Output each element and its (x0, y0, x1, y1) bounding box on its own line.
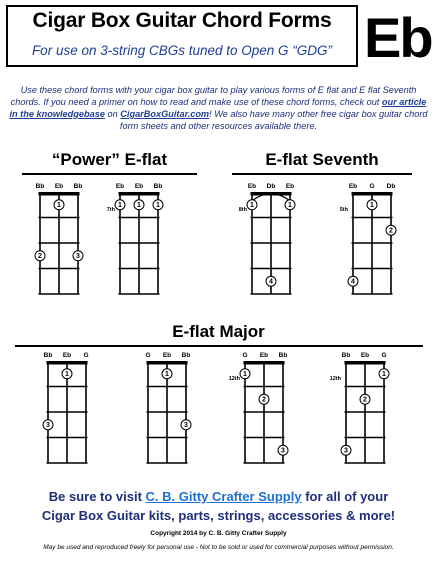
finger-number-label: 4 (269, 278, 273, 286)
section-major-title: E-flat Major (172, 322, 265, 341)
string-name-label: Bb (278, 352, 288, 359)
finger-number-label: 2 (363, 396, 367, 404)
string-name-label: Eb (54, 183, 64, 190)
chord-diagram-power-eflat-2 (100, 180, 180, 300)
finger-number-label: 3 (184, 422, 188, 430)
knowledgebase-link[interactable]: our article in the knowledgebase (9, 97, 427, 119)
section-major-rule (15, 345, 423, 347)
finger-number-label: 1 (243, 371, 247, 379)
cigarboxguitar-link[interactable]: CigarBoxGuitar.com (120, 109, 210, 119)
string-name-label: Db (266, 183, 276, 190)
footer-text-pre: Be sure to visit (48, 489, 146, 504)
string-name-label: G (381, 352, 387, 359)
chord-diagram-eflat-major-2 (128, 349, 208, 477)
fret-number-label: 8th (238, 206, 247, 213)
finger-number-label: 2 (38, 253, 42, 261)
footer-text-post: for all of your (301, 489, 389, 504)
chord-diagram-power-eflat-1 (20, 180, 100, 300)
finger-number-label: 1 (57, 202, 61, 210)
copyright-text: Copyright 2014 by C. B. Gitty Crafter Supply (150, 530, 287, 537)
chord-diagram-eflat-major-4 (326, 349, 406, 477)
finger-number-label: 1 (137, 202, 141, 210)
fret-number-label: 7th (106, 206, 115, 213)
section-seventh-title: E-flat Seventh (265, 150, 379, 169)
cb-gitty-link[interactable]: C. B. Gitty Crafter Supply (145, 489, 302, 504)
finger-number-label: 3 (76, 253, 80, 261)
string-name-label: Eb (115, 183, 125, 190)
fret-number-label: 5th (339, 206, 348, 213)
page-title: Cigar Box Guitar Chord Forms (32, 9, 332, 32)
finger-number-label: 1 (156, 202, 160, 210)
string-name-label: Eb (285, 183, 295, 190)
intro-text-1: Use these chord forms with your cigar box guitar to play various forms of E flat and E flat Seventh chords. If you need a primer on how to read and make use of these chord forms, check out (10, 85, 417, 107)
string-name-label: Db (386, 183, 396, 190)
intro-text-3: ! We also have many other free cigar box guitar chord form sheets and other resources available there. (119, 109, 428, 131)
chord-diagram-eflat-major-1 (28, 349, 108, 477)
chord-diagram-eflat-major-3 (225, 349, 305, 477)
string-name-label: Eb (259, 352, 269, 359)
chord-diagram-eflat-seventh-1 (232, 180, 312, 302)
string-name-label: Eb (162, 352, 172, 359)
finger-number-label: 3 (46, 422, 50, 430)
finger-number-label: 4 (351, 278, 355, 286)
string-name-label: Eb (134, 183, 144, 190)
chord-diagram-eflat-seventh-2 (333, 180, 413, 302)
finger-number-label: 1 (118, 202, 122, 210)
finger-number-label: 1 (370, 202, 374, 210)
disclaimer-text: May be used and reproduced freely for personal use - Not to be sold or used for commercial purposes without permission. (43, 544, 394, 551)
finger-number-label: 1 (288, 202, 292, 210)
string-name-label: Bb (341, 352, 351, 359)
finger-number-label: 1 (65, 371, 69, 379)
finger-number-label: 1 (382, 371, 386, 379)
page-subtitle: For use on 3-string CBGs tuned to Open G “GDG” (31, 43, 333, 58)
finger-number-label: 2 (389, 227, 393, 235)
string-name-label: G (369, 183, 375, 190)
section-power-rule (22, 173, 197, 175)
string-name-label: Eb (360, 352, 370, 359)
fret-number-label: 12th (329, 375, 341, 382)
section-power-title: “Power” E-flat (51, 150, 168, 169)
string-name-label: Bb (73, 183, 83, 190)
string-name-label: G (83, 352, 89, 359)
string-name-label: Eb (348, 183, 358, 190)
string-name-label: Bb (43, 352, 53, 359)
intro-paragraph (8, 84, 429, 132)
intro-text-2: on (104, 109, 121, 119)
finger-number-label: 2 (262, 396, 266, 404)
finger-number-label: 3 (344, 447, 348, 455)
string-name-label: Bb (35, 183, 45, 190)
finger-number-label: 1 (165, 371, 169, 379)
string-name-label: Eb (62, 352, 72, 359)
string-name-label: Bb (153, 183, 163, 190)
finger-number-label: 1 (250, 202, 254, 210)
string-name-label: G (145, 352, 151, 359)
footer-line-2: Cigar Box Guitar kits, parts, strings, accessories & more! (41, 508, 396, 523)
fret-number-label: 12th (228, 375, 240, 382)
finger-number-label: 3 (281, 447, 285, 455)
footer-line-1 (0, 489, 437, 504)
key-label: Eb (364, 6, 432, 69)
string-name-label: Eb (247, 183, 257, 190)
header-box (6, 5, 358, 67)
section-seventh-rule (232, 173, 412, 175)
string-name-label: Bb (181, 352, 191, 359)
string-name-label: G (242, 352, 248, 359)
